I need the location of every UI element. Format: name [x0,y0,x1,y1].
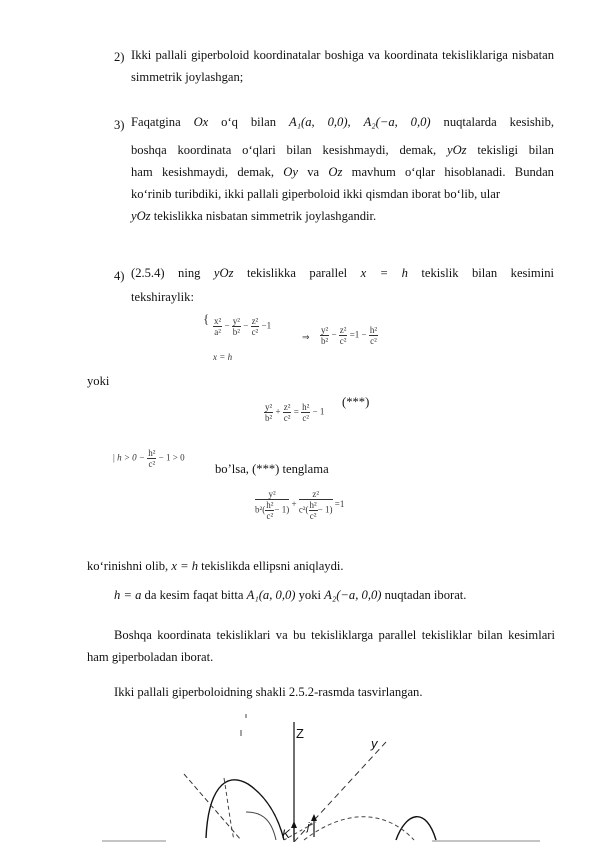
left-nappe-outline [206,780,284,840]
numerator: y² [232,316,240,326]
plane-yoz: yOz [447,143,467,157]
text-span: tekisligi bilan [477,143,554,157]
numerator: z² [283,402,291,412]
equation-rhs: − 1 [312,406,325,417]
condition-text: bo’lsa, (***) tenglama [215,462,329,476]
denominator-part: − 1) [274,504,290,515]
text-span: boshqa koordinata o‘qlari bilan kesishmaydi, demak, [131,143,437,157]
numerator: h² [369,325,378,335]
word: o‘q [221,115,238,129]
denominator: c² [251,327,259,337]
equation-rhs: −1 [261,320,272,331]
word-yoki: yoki [87,374,110,388]
plane-yoz: yOz [131,209,151,223]
text-span: da kesim faqat bitta [144,588,244,602]
paragraph-figure-reference: Ikki pallali giperboloidning shakli 2.5.2-rasmda tasvirlangan. [114,685,423,699]
item4-line2: tekshiraylik: [131,290,194,304]
arrowhead-icon [291,821,297,828]
word: kesimini [510,266,555,280]
equation-ref: (2.5.4) [131,266,165,280]
item4-line1 [131,263,554,285]
equation-ellipse: y² b²( $\frac{\text{h²}}{\text{c²}}$ − 1) + z² c²( $\frac{\text{h²}}{\text{c²}}$ − 1) =1 [255,489,345,521]
item-number-4: 4) [114,269,125,283]
system-equation-2: x = h [213,352,233,362]
denominator-part: c²( [298,504,309,515]
text-span: va [307,165,320,179]
inner-denominator: c² [309,511,317,521]
x-axis-hidden [184,774,241,840]
denominator: b² [232,327,240,337]
denominator: b² [321,336,329,346]
inner-numerator: h² [266,500,274,510]
equation-operator: =1 − [349,329,367,340]
plane-yoz: yOz [213,266,234,280]
text-span: mavhum o‘qlar hisoblanadi. Bundan [351,165,554,179]
equation-rhs: =1 [334,499,345,510]
point-a2: A₂(−a, 0,0) [363,115,431,129]
plane-equation: x = h [171,559,199,573]
condition-lhs: h > 0 − [117,452,145,463]
text-span: tekislikda ellipsni aniqlaydi. [201,559,344,573]
z-axis-label: Z [296,726,304,741]
denominator-part: b²( [255,504,266,515]
numerator: y² [265,402,273,412]
axis-oz: Oz [328,165,343,179]
word: bilan [250,115,277,129]
numerator: h² [302,402,310,412]
item-number-3: 3) [114,118,125,132]
paragraph-ellipse [87,556,344,578]
numerator: z² [251,316,259,326]
word: bilan [471,266,498,280]
item3-line1 [131,112,554,134]
word: Faqatgina [131,115,181,129]
left-section [246,812,276,840]
item3-line3 [131,162,554,184]
equation-operator: = [293,406,299,417]
word: tekislik [421,266,459,280]
denominator: c² [302,413,310,423]
inner-numerator: h² [309,500,317,510]
item3-line5 [131,206,554,228]
paragraph-h-equals-a [114,585,466,607]
numerator: x² [214,316,222,326]
numerator: z² [339,325,347,335]
denominator-part: − 1) [317,504,333,515]
system-brace: { [203,311,210,326]
denominator: c² [370,336,377,346]
word: ning [178,266,201,280]
numerator: h² [148,448,156,458]
system-result: $\frac{\text{y²}}{\text{b²}}$ − $\frac{\text{z²}}{\text{c²}}$ =1 − $\frac{\text{h²}}{\text{c²}}$ [321,325,378,346]
item3-line4: ko‘rinib turibdiki, ikki pallali giperboloid ikki qismdan iborat bo‘lib, ular [131,187,501,201]
hyperboloid-figure [96,712,550,842]
right-nappe-outline [396,817,436,840]
numerator: y² [321,325,329,335]
word: parallel [309,266,348,280]
item3-line2 [131,140,554,162]
denominator: c² [148,459,156,469]
k-label: K [282,827,291,841]
word: tekislikka [246,266,296,280]
word: nuqtalarda [443,115,497,129]
text-span: ko‘rinishni olib, [87,559,169,573]
j-label: j [307,821,310,833]
condition-rhs: − 1 > 0 [158,452,185,463]
inner-denominator: c² [266,511,274,521]
text-span: yoki [298,588,322,602]
point-a1: A₁(a, 0,0), [288,115,351,129]
plane-equation: x = h [360,266,408,280]
condition: | h > 0 − $\frac{\text{h²}}{\text{c²}}$ − 1 > 0 [113,448,185,469]
text-span: tekislikka nisbatan simmetrik joylashgandir. [153,209,377,223]
axis-ox: Ox [193,115,209,129]
item-text-2: Ikki pallali giperboloid koordinatalar boshiga va koordinata tekisliklariga nisbatan simmetrik joylashgan; [131,48,554,84]
system-equation-1: $\frac{\text{x²}}{\text{a²}}$ − $\frac{\text{y²}}{\text{b²}}$ − $\frac{\text{z²}}{\text{c²}}$ −1 [214,316,272,337]
denominator: c² [283,413,291,423]
denominator: b² [265,413,273,423]
math-expression: h = a [114,588,142,602]
word: kesishib, [509,115,555,129]
denominator: c² [339,336,347,346]
point-a1: A₁(a, 0,0) [246,588,296,602]
equation-tag: (***) [342,395,370,409]
paragraph-hyperbola-sections: Boshqa koordinata tekisliklari va bu tekisliklarga parallel tekisliklar bilan kesimlari ham giperboladan iborat. [87,628,555,664]
denominator: a² [214,327,221,337]
axis-oy: Oy [283,165,298,179]
numerator: y² [255,489,289,500]
text-span: nuqtadan iborat. [384,588,467,602]
numerator: z² [299,489,333,500]
item-number-2: 2) [114,50,125,64]
text-span: ham kesishmaydi, demak, [131,165,275,179]
implies-arrow: ⇒ [302,332,310,342]
equation-triple-star: $\frac{\text{y²}}{\text{b²}}$ + $\frac{\text{z²}}{\text{c²}}$ = $\frac{\text{h²}}{\text{c²}}$ − 1 [265,402,325,423]
point-a2: A₂(−a, 0,0) [324,588,382,602]
y-axis-label: y [371,736,378,751]
